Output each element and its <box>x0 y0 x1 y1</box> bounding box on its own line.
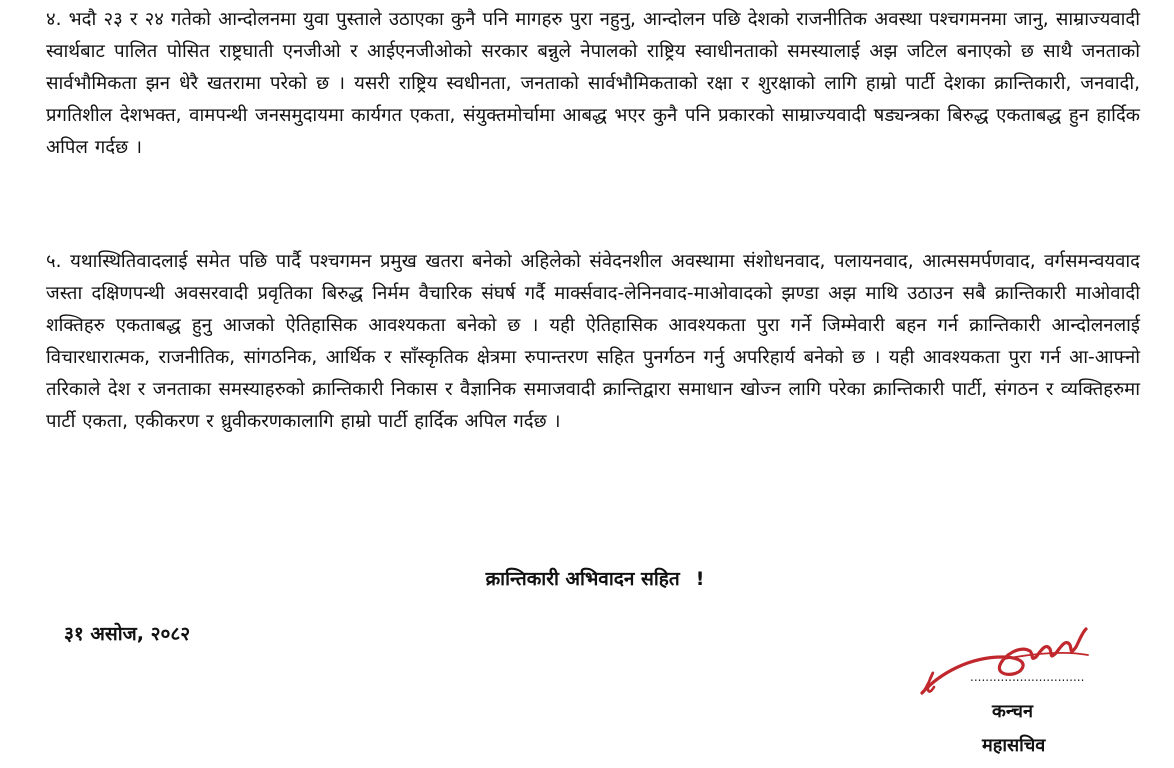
paragraph-5: ५. यथास्थितिवादलाई समेत पछि पार्दै पश्चगमन प्रमुख खतरा बनेको अहिलेको संवेदनशील अवस्थामा संशोधनवाद, पलायनवाद, आत्मसमर्पणवाद, वर्गसमन्वयवाद जस्ता दक्षिणपन्थी अवसरवादी प्रवृतिका बिरुद्ध निर्मम वैचारिक संघर्ष गर्दै मार्क्सवाद-लेनिनवाद-माओवादको झण्डा अझ माथि उठाउन सबै क्रान्तिकारी माओवादी शक्तिहरु एकताबद्ध हुनु आजको ऐतिहासिक आवश्यकता बनेको छ । यही ऐतिहासिक आवश्यकता पुरा गर्ने जिम्मेवारी बहन गर्न क्रान्तिकारी आन्दोलनलाई विचारधारात्मक, राजनीतिक, सांगठनिक, आर्थिक र साँस्कृतिक क्षेत्रमा रुपान्तरण सहित पुनर्गठन गर्नु अपरिहार्य बनेको छ । यही आवश्यकता पुरा गर्न आ-आफ्नो तरिकाले देश र जनताका समस्याहरुको क्रान्तिकारी निकास र वैज्ञानिक समाजवादी क्रान्तिद्वारा समाधान खोज्न लागि परेका क्रान्तिकारी पार्टी, संगठन र व्यक्तिहरुमा पार्टी एकता, एकीकरण र ध्रुवीकरणकालागि हाम्रो पार्टी हार्दिक अपिल गर्दछ । <box>46 251 1140 432</box>
closing-text: क्रान्तिकारी अभिवादन सहित <box>485 568 680 590</box>
signatory-name: कन्चन <box>992 701 1033 722</box>
handwritten-signature <box>910 615 1110 705</box>
signature-block <box>910 615 1110 765</box>
date-line: ३१ असोज, २०८२ <box>64 623 191 645</box>
signatory-title: महासचिव <box>982 735 1046 756</box>
closing-salutation <box>0 565 1174 591</box>
signature-dots: .............................. <box>970 670 1085 684</box>
paragraph-4: ४. भदौ २३ र २४ गतेको आन्दोलनमा युवा पुस्ताले उठाएका कुनै पनि मागहरु पुरा नहुनु, आन्दोलन पछि देशको राजनीतिक अवस्था पश्चगमनमा जानु, साम्राज्यवादी स्वार्थबाट पालित पोसित राष्ट्रघाती एनजीओ र आईएनजीओको सरकार बन्नुले नेपालको राष्ट्रिय स्वाधीनताको समस्यालाई अझ जटिल बनाएको छ साथै जनताको सार्वभौमिकता झन धेरै खतरामा परेको छ । यसरी राष्ट्रिय स्वधीनता, जनताको सार्वभौमिकताको रक्षा र शुरक्षाको लागि हाम्रो पार्टी देशका क्रान्तिकारी, जनवादी, प्रगतिशील देशभक्त, वामपन्थी जनसमुदायमा कार्यगत एकता, संयुक्तमोर्चामा आबद्ध भएर कुनै पनि प्रकारको साम्राज्यवादी षड्यन्त्रका बिरुद्ध एकताबद्ध हुन हार्दिक अपिल गर्दछ । <box>46 9 1140 158</box>
closing-mark: ! <box>695 568 705 590</box>
